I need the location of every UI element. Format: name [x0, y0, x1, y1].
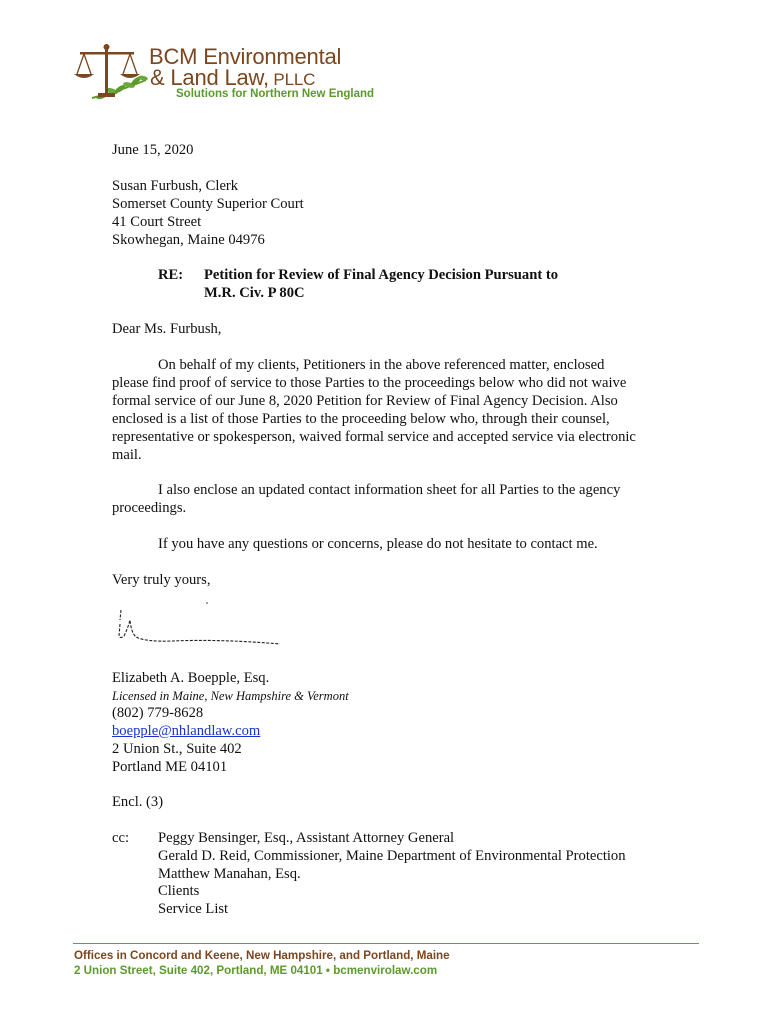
re-subject-line: M.R. Civ. P 80C	[204, 285, 305, 301]
signer-email-link[interactable]: boepple@nhlandlaw.com	[112, 723, 261, 739]
cc-label: cc:	[112, 830, 130, 846]
cc-item: Gerald D. Reid, Commissioner, Maine Department of Environmental Protection	[158, 848, 626, 864]
body-line: mail.	[112, 447, 142, 463]
footer-offices: Offices in Concord and Keene, New Hampshire, and Portland, Maine	[74, 949, 450, 962]
signer-phone: (802) 779-8628	[112, 705, 204, 721]
firm-name-suffix: PLLC	[268, 70, 316, 89]
salutation: Dear Ms. Furbush,	[112, 321, 222, 337]
firm-name-line1: BCM Environmental	[149, 44, 342, 69]
enclosures: Encl. (3)	[112, 794, 164, 810]
body-line: enclosed is a list of those Parties to the proceeding below who, through their counsel,	[112, 411, 610, 427]
cc-item: Matthew Manahan, Esq.	[158, 866, 301, 882]
re-subject-line: Petition for Review of Final Agency Decision Pursuant to	[204, 267, 558, 283]
signer-licensing: Licensed in Maine, New Hampshire & Vermont	[112, 689, 349, 703]
recipient-line: Somerset County Superior Court	[112, 196, 304, 212]
signer-address: Portland ME 04101	[112, 759, 228, 775]
firm-tagline: Solutions for Northern New England	[176, 88, 375, 100]
scales-of-justice-icon	[72, 40, 148, 106]
body-line: formal service of our June 8, 2020 Petition for Review of Final Agency Decision. Also	[112, 393, 618, 409]
signer-address: 2 Union St., Suite 402	[112, 741, 242, 757]
cc-item: Service List	[158, 901, 229, 917]
recipient-line: Skowhegan, Maine 04976	[112, 232, 265, 248]
cc-item: Clients	[158, 883, 200, 899]
body-line: representative or spokesperson, waived formal service and accepted service via electronic	[112, 429, 636, 445]
body-line: If you have any questions or concerns, please do not hesitate to contact me.	[158, 536, 598, 552]
firm-name-line2-main: & Land Law,	[150, 65, 269, 90]
firm-logo	[72, 40, 375, 106]
re-label: RE:	[158, 267, 184, 283]
signer-name: Elizabeth A. Boepple, Esq.	[112, 670, 270, 686]
body-line: I also enclose an updated contact information sheet for all Parties to the agency	[158, 482, 621, 498]
footer-divider	[73, 943, 699, 944]
cc-item: Peggy Bensinger, Esq., Assistant Attorney General	[158, 830, 455, 846]
body-line: proceedings.	[112, 500, 187, 516]
body-line: please find proof of service to those Parties to the proceedings below who did not waive	[112, 375, 627, 391]
letter-date: June 15, 2020	[112, 142, 194, 158]
closing: Very truly yours,	[112, 572, 211, 588]
body-line: On behalf of my clients, Petitioners in the above referenced matter, enclosed	[158, 357, 605, 373]
recipient-line: Susan Furbush, Clerk	[112, 178, 239, 194]
recipient-line: 41 Court Street	[112, 214, 202, 230]
signature-image	[112, 598, 287, 650]
footer-address: 2 Union Street, Suite 402, Portland, ME 04101 • bcmenvirolaw.com	[74, 964, 438, 977]
